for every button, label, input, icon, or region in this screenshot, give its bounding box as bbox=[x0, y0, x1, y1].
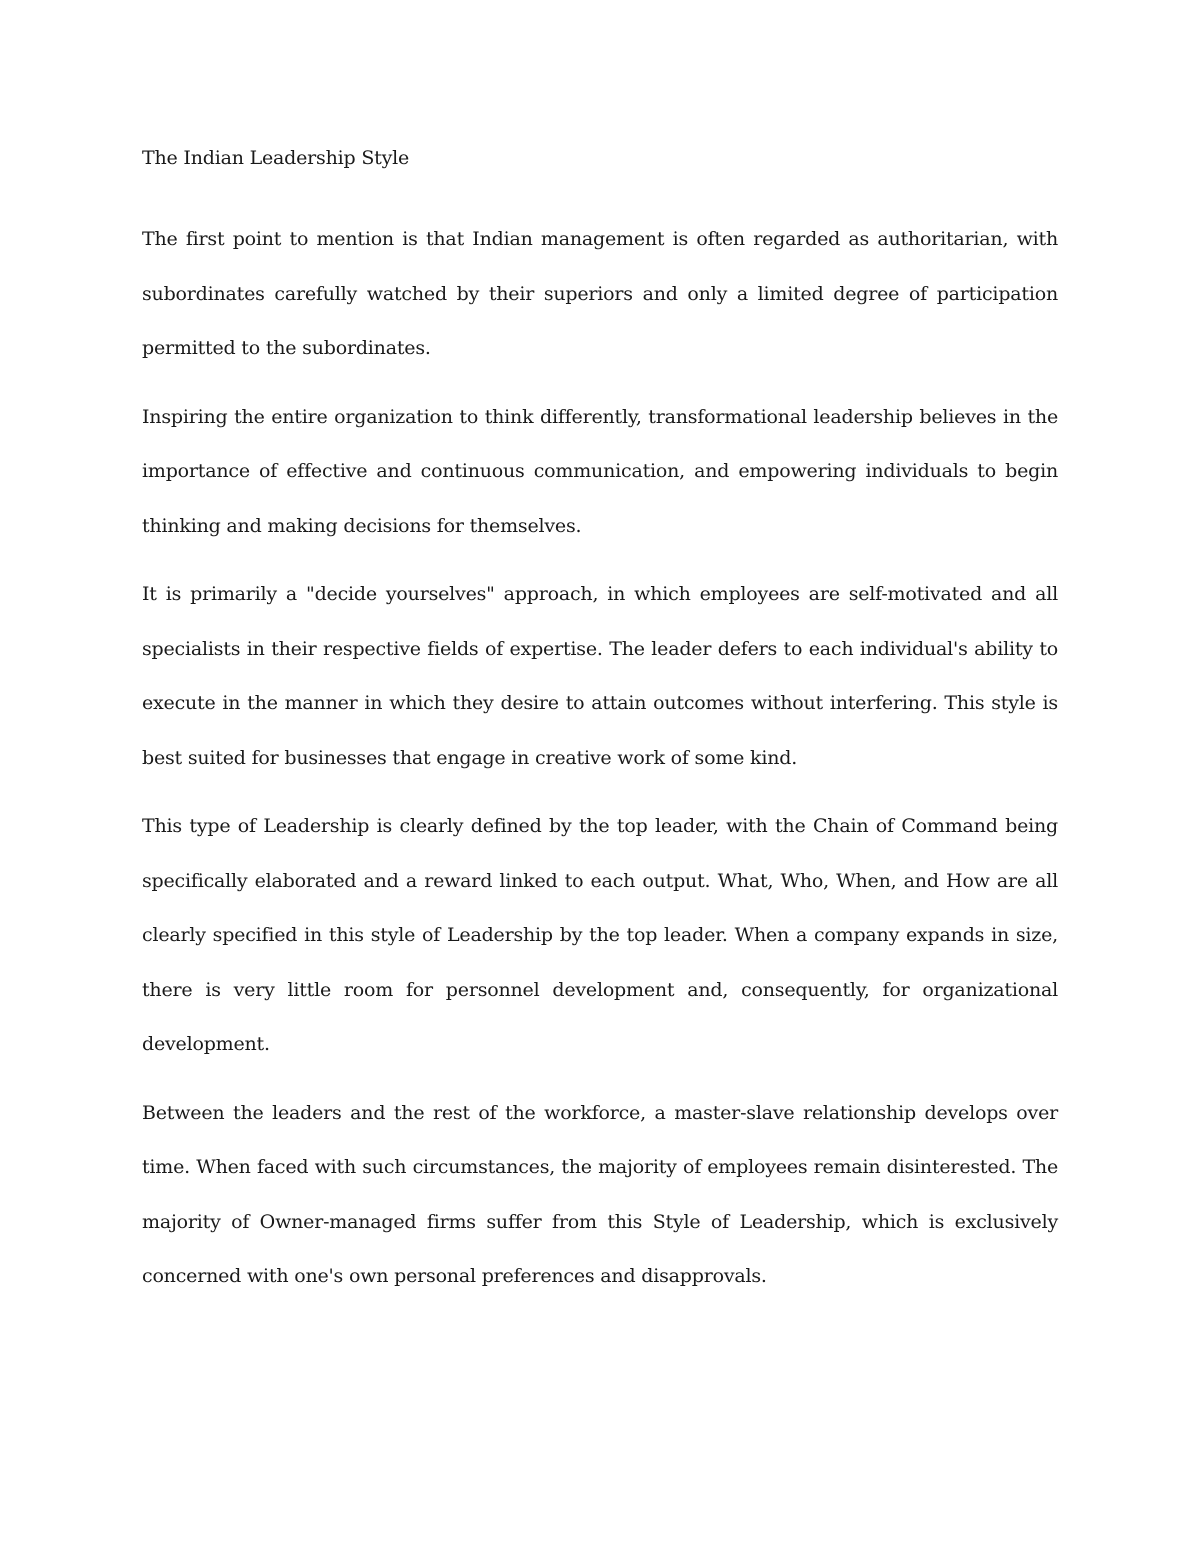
paragraph-master-slave: Between the leaders and the rest of the workforce, a master-slave relationship develops over time. When faced with such circumstances, the majority of employees remain disinterested. The majority of Owner-managed firms suffer from this Style of Leadership, which is exclusively concerned with one's own personal preferences and disapprovals. bbox=[142, 1101, 1058, 1287]
spacer bbox=[142, 376, 1058, 390]
spacer bbox=[142, 553, 1058, 567]
document-body bbox=[142, 140, 1058, 1304]
document-title: The Indian Leadership Style bbox=[142, 147, 410, 169]
paragraph-chain-of-command: This type of Leadership is clearly defined by the top leader, with the Chain of Command being specifically elaborated and a reward linked to each output. What, Who, When, and How are all clearly specified in this style of Leadership by the top leader. When a company expands in size, there is very little room for personnel development and, consequently, for organizational development. bbox=[142, 815, 1058, 1055]
paragraph-transformational: Inspiring the entire organization to think differently, transformational leadership believes in the importance of effective and continuous communication, and empowering individuals to begin thinking and making decisions for themselves. bbox=[142, 405, 1058, 537]
spacer bbox=[142, 785, 1058, 799]
spacer bbox=[142, 1072, 1058, 1086]
paragraph-decide-yourselves: It is primarily a "decide yourselves" approach, in which employees are self-motivated and all specialists in their respective fields of expertise. The leader defers to each individual's ability to execute in the manner in which they desire to attain outcomes without interfering. This style is best suited for businesses that engage in creative work of some kind. bbox=[142, 583, 1058, 769]
paragraph-authoritarian: The first point to mention is that Indian management is often regarded as authoritarian, with subordinates carefully watched by their superiors and only a limited degree of participation permitted to the subordinates. bbox=[142, 228, 1058, 359]
spacer bbox=[142, 176, 1058, 212]
